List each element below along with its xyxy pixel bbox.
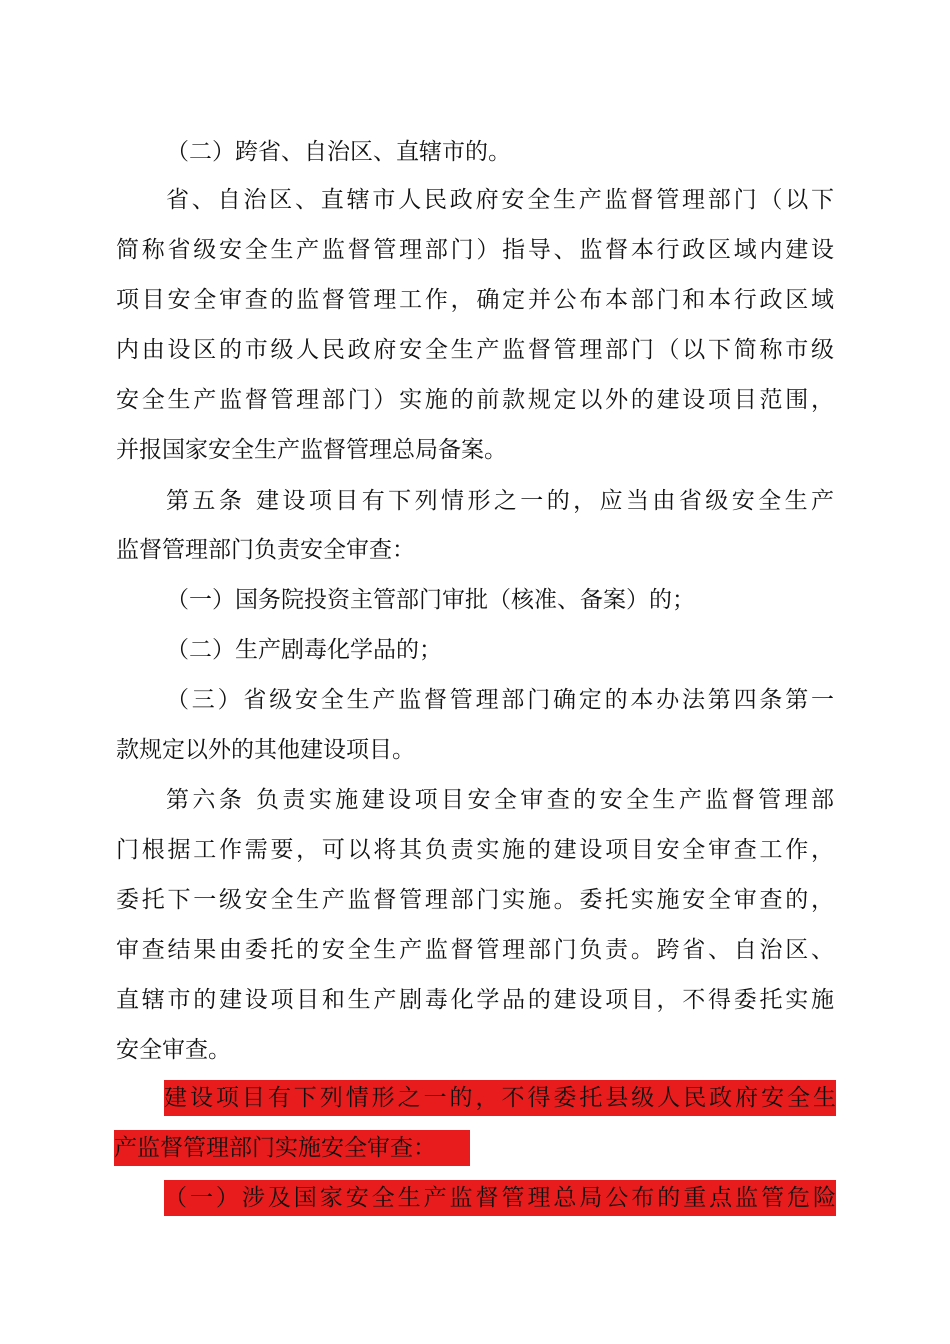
text-line: 审查结果由委托的安全生产监督管理部门负责。跨省、自治区、 [116,937,834,963]
article-5-heading: 第五条 建设项目有下列情形之一的，应当由省级安全生产 [166,488,834,514]
list-item: （一）国务院投资主管部门审批（核准、备案）的； [166,587,695,613]
text-line: 简称省级安全生产监督管理部门）指导、监督本行政区域内建设 [116,237,834,263]
text-line: 直辖市的建设项目和生产剧毒化学品的建设项目，不得委托实施 [116,987,834,1013]
text-line: 并报国家安全生产监督管理总局备案。 [116,437,507,463]
highlighted-text-line: （一）涉及国家安全生产监督管理总局公布的重点监管危险 [164,1180,836,1216]
article-6-heading: 第六条 负责实施建设项目安全审查的安全生产监督管理部 [166,787,834,813]
text-line: 安全生产监督管理部门）实施的前款规定以外的建设项目范围， [116,387,834,413]
text-line: （二）跨省、自治区、直辖市的。 [166,139,511,165]
text-line: 省、自治区、直辖市人民政府安全生产监督管理部门（以下 [166,187,834,213]
list-item: （二）生产剧毒化学品的； [166,637,442,663]
text-line: 内由设区的市级人民政府安全生产监督管理部门（以下简称市级 [116,337,834,363]
highlighted-text-line: 建设项目有下列情形之一的，不得委托县级人民政府安全生 [164,1080,836,1116]
text-line: 监督管理部门负责安全审查： [116,537,415,563]
list-item: （三）省级安全生产监督管理部门确定的本办法第四条第一 [166,687,834,713]
text-line: 项目安全审查的监督管理工作，确定并公布本部门和本行政区域 [116,287,834,313]
text-line: 安全审查。 [116,1037,231,1063]
text-line: 委托下一级安全生产监督管理部门实施。委托实施安全审查的， [116,887,834,913]
text-line: 款规定以外的其他建设项目。 [116,737,415,763]
text-line: 门根据工作需要，可以将其负责实施的建设项目安全审查工作， [116,837,834,863]
highlighted-text-line: 产监督管理部门实施安全审查： [114,1130,470,1166]
